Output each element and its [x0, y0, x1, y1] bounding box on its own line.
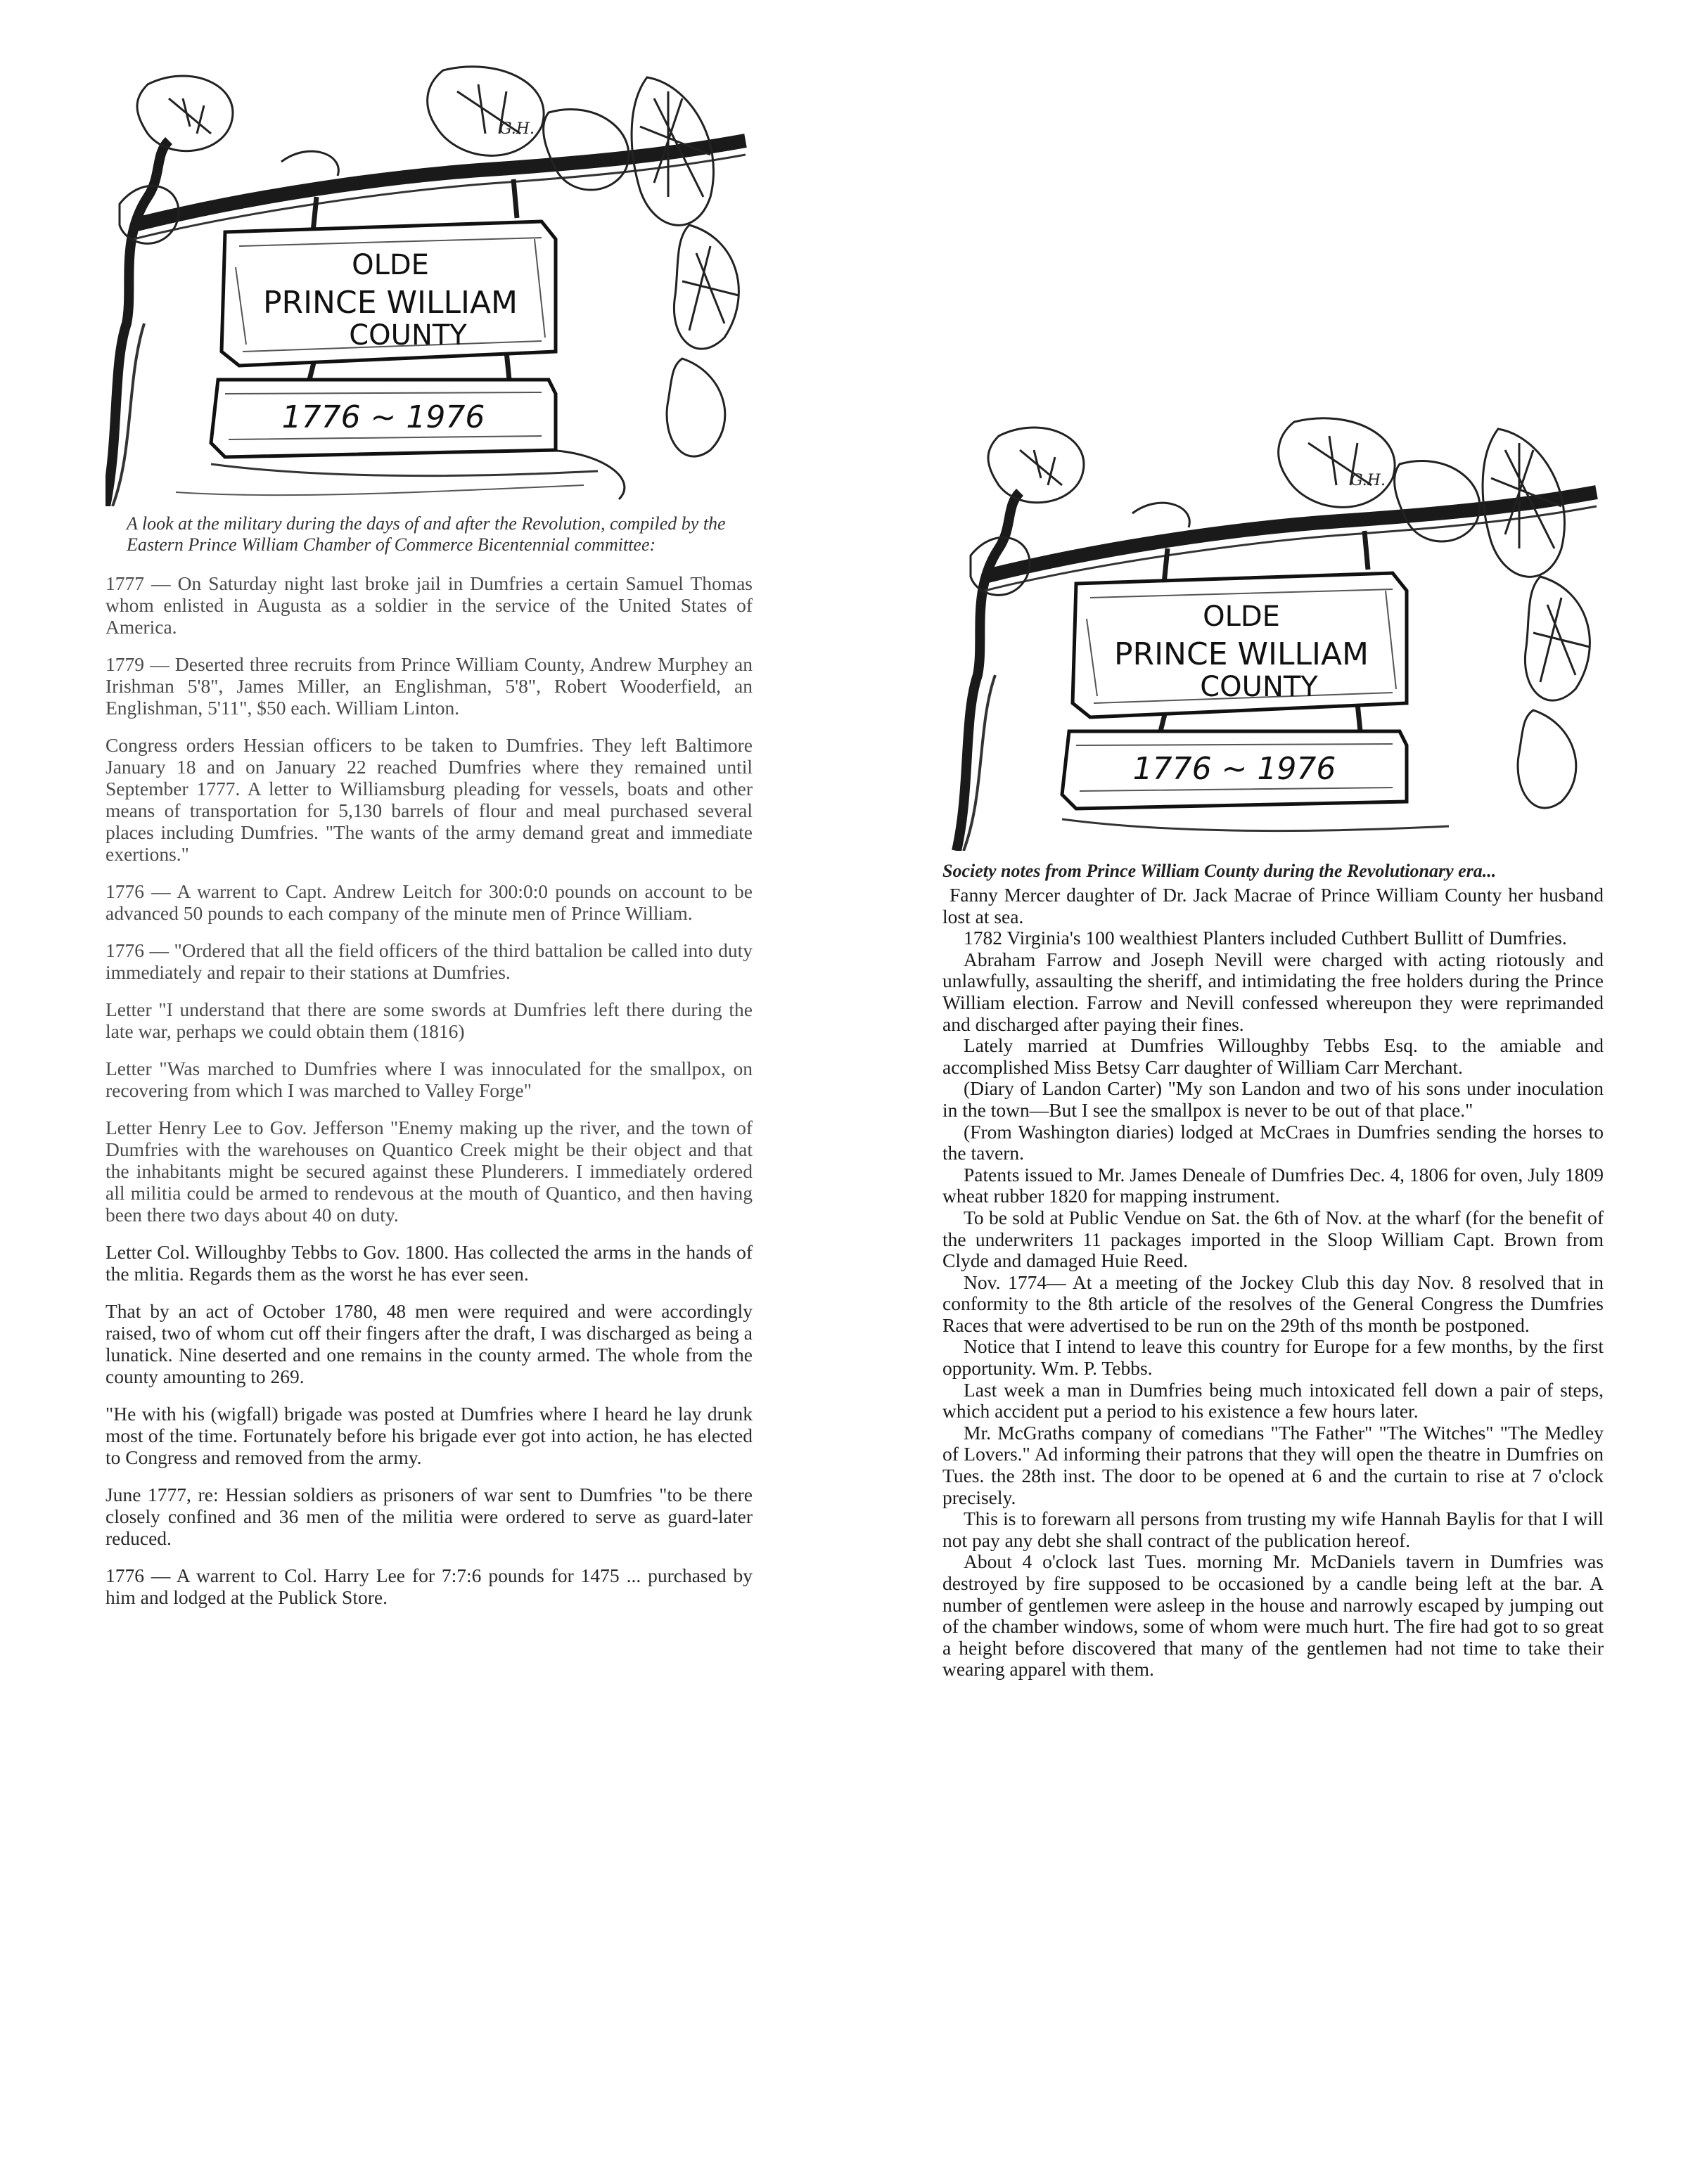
left-paragraph: 1776 — "Ordered that all the field officers of the third battalion be called into duty immediately and repair to their stations at Dumfries. — [106, 939, 753, 983]
right-paragraph: Patents issued to Mr. James Deneale of Dumfries Dec. 4, 1806 for oven, July 1809 wheat rubber 1820 for mapping instrument. — [942, 1163, 1604, 1207]
left-paragraph: 1776 — A warrent to Capt. Andrew Leitch for 300:0:0 pounds on account to be advanced 50 pounds to each company of the minute men of Prince William. — [106, 880, 753, 924]
left-paragraph: 1779 — Deserted three recruits from Prince William County, Andrew Murphey an Irishman 5'8", James Miller, an Englishman, 5'8", Robert Wooderfield, an Englishman, 5'11", $50 each. William Linton. — [106, 653, 753, 719]
right-paragraph: Notice that I intend to leave this country for Europe for a few months, by the first opportunity. Wm. P. Tebbs. — [942, 1335, 1604, 1380]
right-paragraph: Mr. McGraths company of comedians "The Father" "The Witches" "The Medley of Lovers." Ad informing their patrons that they will open the theatre in Dumfries on Tues. the 28th inst. The door to be opened at 6 and the curtain to rise at 7 o'clock precisely. — [942, 1421, 1604, 1508]
right-caption: Society notes from Prince William County during the Revolutionary era... — [942, 861, 1497, 881]
right-paragraph: This is to forewarn all persons from trusting my wife Hannah Baylis for that I will not pay any debt she shall contract of the publication hereof. — [942, 1508, 1604, 1551]
right-masthead-illustration — [942, 394, 1604, 851]
left-paragraph: Letter Henry Lee to Gov. Jefferson "Enemy making up the river, and the town of Dumfries with the warehouses on Quantico Creek might be their object and that the inhabitants might be secured against these Plunderers. I immediately ordered all militia could be armed to rendevous at the mouth of Quantico, and then having been there two days about 40 on duty. — [106, 1117, 753, 1226]
right-masthead-initials: G.H. — [1350, 472, 1386, 489]
left-masthead-initials: G.H. — [499, 120, 535, 138]
left-paragraph: That by an act of October 1780, 48 men were required and were accordingly raised, two of whom cut off their fingers after the draft, I was discharged as being a lunatick. Nine deserted and one remains in the county armed. The whole from the county amounting to 269. — [106, 1300, 753, 1387]
left-masthead-line2: PRINCE WILLIAM — [262, 285, 518, 321]
left-masthead-line1: OLDE — [352, 249, 429, 281]
left-masthead-illustration — [106, 56, 753, 506]
left-paragraph: Letter "Was marched to Dumfries where I was innoculated for the smallpox, on recovering from which I was marched to Valley Forge" — [106, 1058, 753, 1101]
right-paragraph: Lately married at Dumfries Willoughby Tebbs Esq. to the amiable and accomplished Miss Betsy Carr daughter of William Carr Merchant. — [942, 1034, 1604, 1078]
left-paragraph: Letter "I understand that there are some swords at Dumfries left there during the late war, perhaps we could obtain them (1816) — [106, 998, 753, 1042]
left-paragraph: June 1777, re: Hessian soldiers as prisoners of war sent to Dumfries "to be there closely confined and 36 men of the militia were ordered to serve as guard-later reduced. — [106, 1484, 753, 1549]
left-caption: A look at the military during the days of and after the Revolution, compiled by the Eastern Prince William Chamber of Commerce Bicentennial committee: — [127, 513, 726, 555]
right-masthead-years: 1776 ~ 1976 — [1132, 751, 1336, 787]
left-paragraph: "He with his (wigfall) brigade was posted at Dumfries where I heard he lay drunk most of the time. Fortunately before his brigade ever got into action, he has elected to Congress and removed from the army. — [106, 1403, 753, 1468]
olde-prince-william-sign-icon — [106, 56, 753, 506]
right-paragraph: Abraham Farrow and Joseph Nevill were charged with acting riotously and unlawfully, assaulting the sheriff, and intimidating the free holders during the Prince William election. Farrow and Nevill confessed whereupon they were reprimanded and discharged after paying their fines. — [942, 948, 1604, 1035]
left-paragraph: Letter Col. Willoughby Tebbs to Gov. 1800. Has collected the arms in the hands of the mlitia. Regards them as the worst he has ever seen. — [106, 1241, 753, 1285]
left-masthead-line3: COUNTY — [349, 319, 467, 352]
right-paragraph: To be sold at Public Vendue on Sat. the 6th of Nov. at the wharf (for the benefit of the underwriters 11 packages imported in the Sloop William Capt. Brown from Clyde and damaged Huie Reed. — [942, 1206, 1604, 1272]
left-masthead-years: 1776 ~ 1976 — [281, 399, 485, 435]
left-paragraph: 1777 — On Saturday night last broke jail in Dumfries a certain Samuel Thomas whom enlisted in Augusta as a soldier in the service of the United States of America. — [106, 572, 753, 638]
right-masthead-line1: OLDE — [1203, 600, 1280, 633]
left-paragraph: Congress orders Hessian officers to be taken to Dumfries. They left Baltimore January 18 and on January 22 reached Dumfries where they remained until September 1777. A letter to Williamsburg pleading for vessels, boats and other means of transportation for 5,130 barrels of flour and meal purchased several places including Dumfries. "The wants of the army demand great and immediate exertions." — [106, 734, 753, 865]
right-column — [942, 394, 1604, 1681]
olde-prince-william-sign-icon — [942, 394, 1604, 851]
left-column — [106, 56, 753, 1624]
right-paragraph: Last week a man in Dumfries being much intoxicated fell down a pair of steps, which accident put a period to his existence a few hours later. — [942, 1378, 1604, 1422]
right-paragraph: 1782 Virginia's 100 wealthiest Planters included Cuthbert Bullitt of Dumfries. — [964, 927, 1567, 949]
right-paragraph: About 4 o'clock last Tues. morning Mr. McDaniels tavern in Dumfries was destroyed by fire supposed to be occasioned by a candle being left at the bar. A number of gentlemen were asleep in the house and narrowly escaped by jumping out of the chamber windows, some of whom were much hurt. The fire had got to so great a height before discovered that many of the gentlemen had not time to take their wearing apparel with them. — [942, 1550, 1604, 1681]
right-paragraph: (Diary of Landon Carter) "My son Landon and two of his sons under inoculation in the town—But I see the smallpox is never to be out of that place." — [942, 1077, 1604, 1121]
right-masthead-line2: PRINCE WILLIAM — [1113, 636, 1369, 672]
right-masthead-line3: COUNTY — [1200, 671, 1318, 703]
right-paragraph: Nov. 1774— At a meeting of the Jockey Club this day Nov. 8 resolved that in conformity to the 8th article of the resolves of the General Congress the Dumfries Races that were advertised to be run on the 29th of ths month be postponed. — [942, 1271, 1604, 1336]
right-paragraph: (From Washington diaries) lodged at McCraes in Dumfries sending the horses to the tavern. — [942, 1120, 1604, 1164]
left-paragraph: 1776 — A warrent to Col. Harry Lee for 7:7:6 pounds for 1475 ... purchased by him and lodged at the Publick Store. — [106, 1565, 753, 1608]
right-paragraph: Fanny Mercer daughter of Dr. Jack Macrae of Prince William County her husband lost at sea. — [942, 884, 1604, 927]
